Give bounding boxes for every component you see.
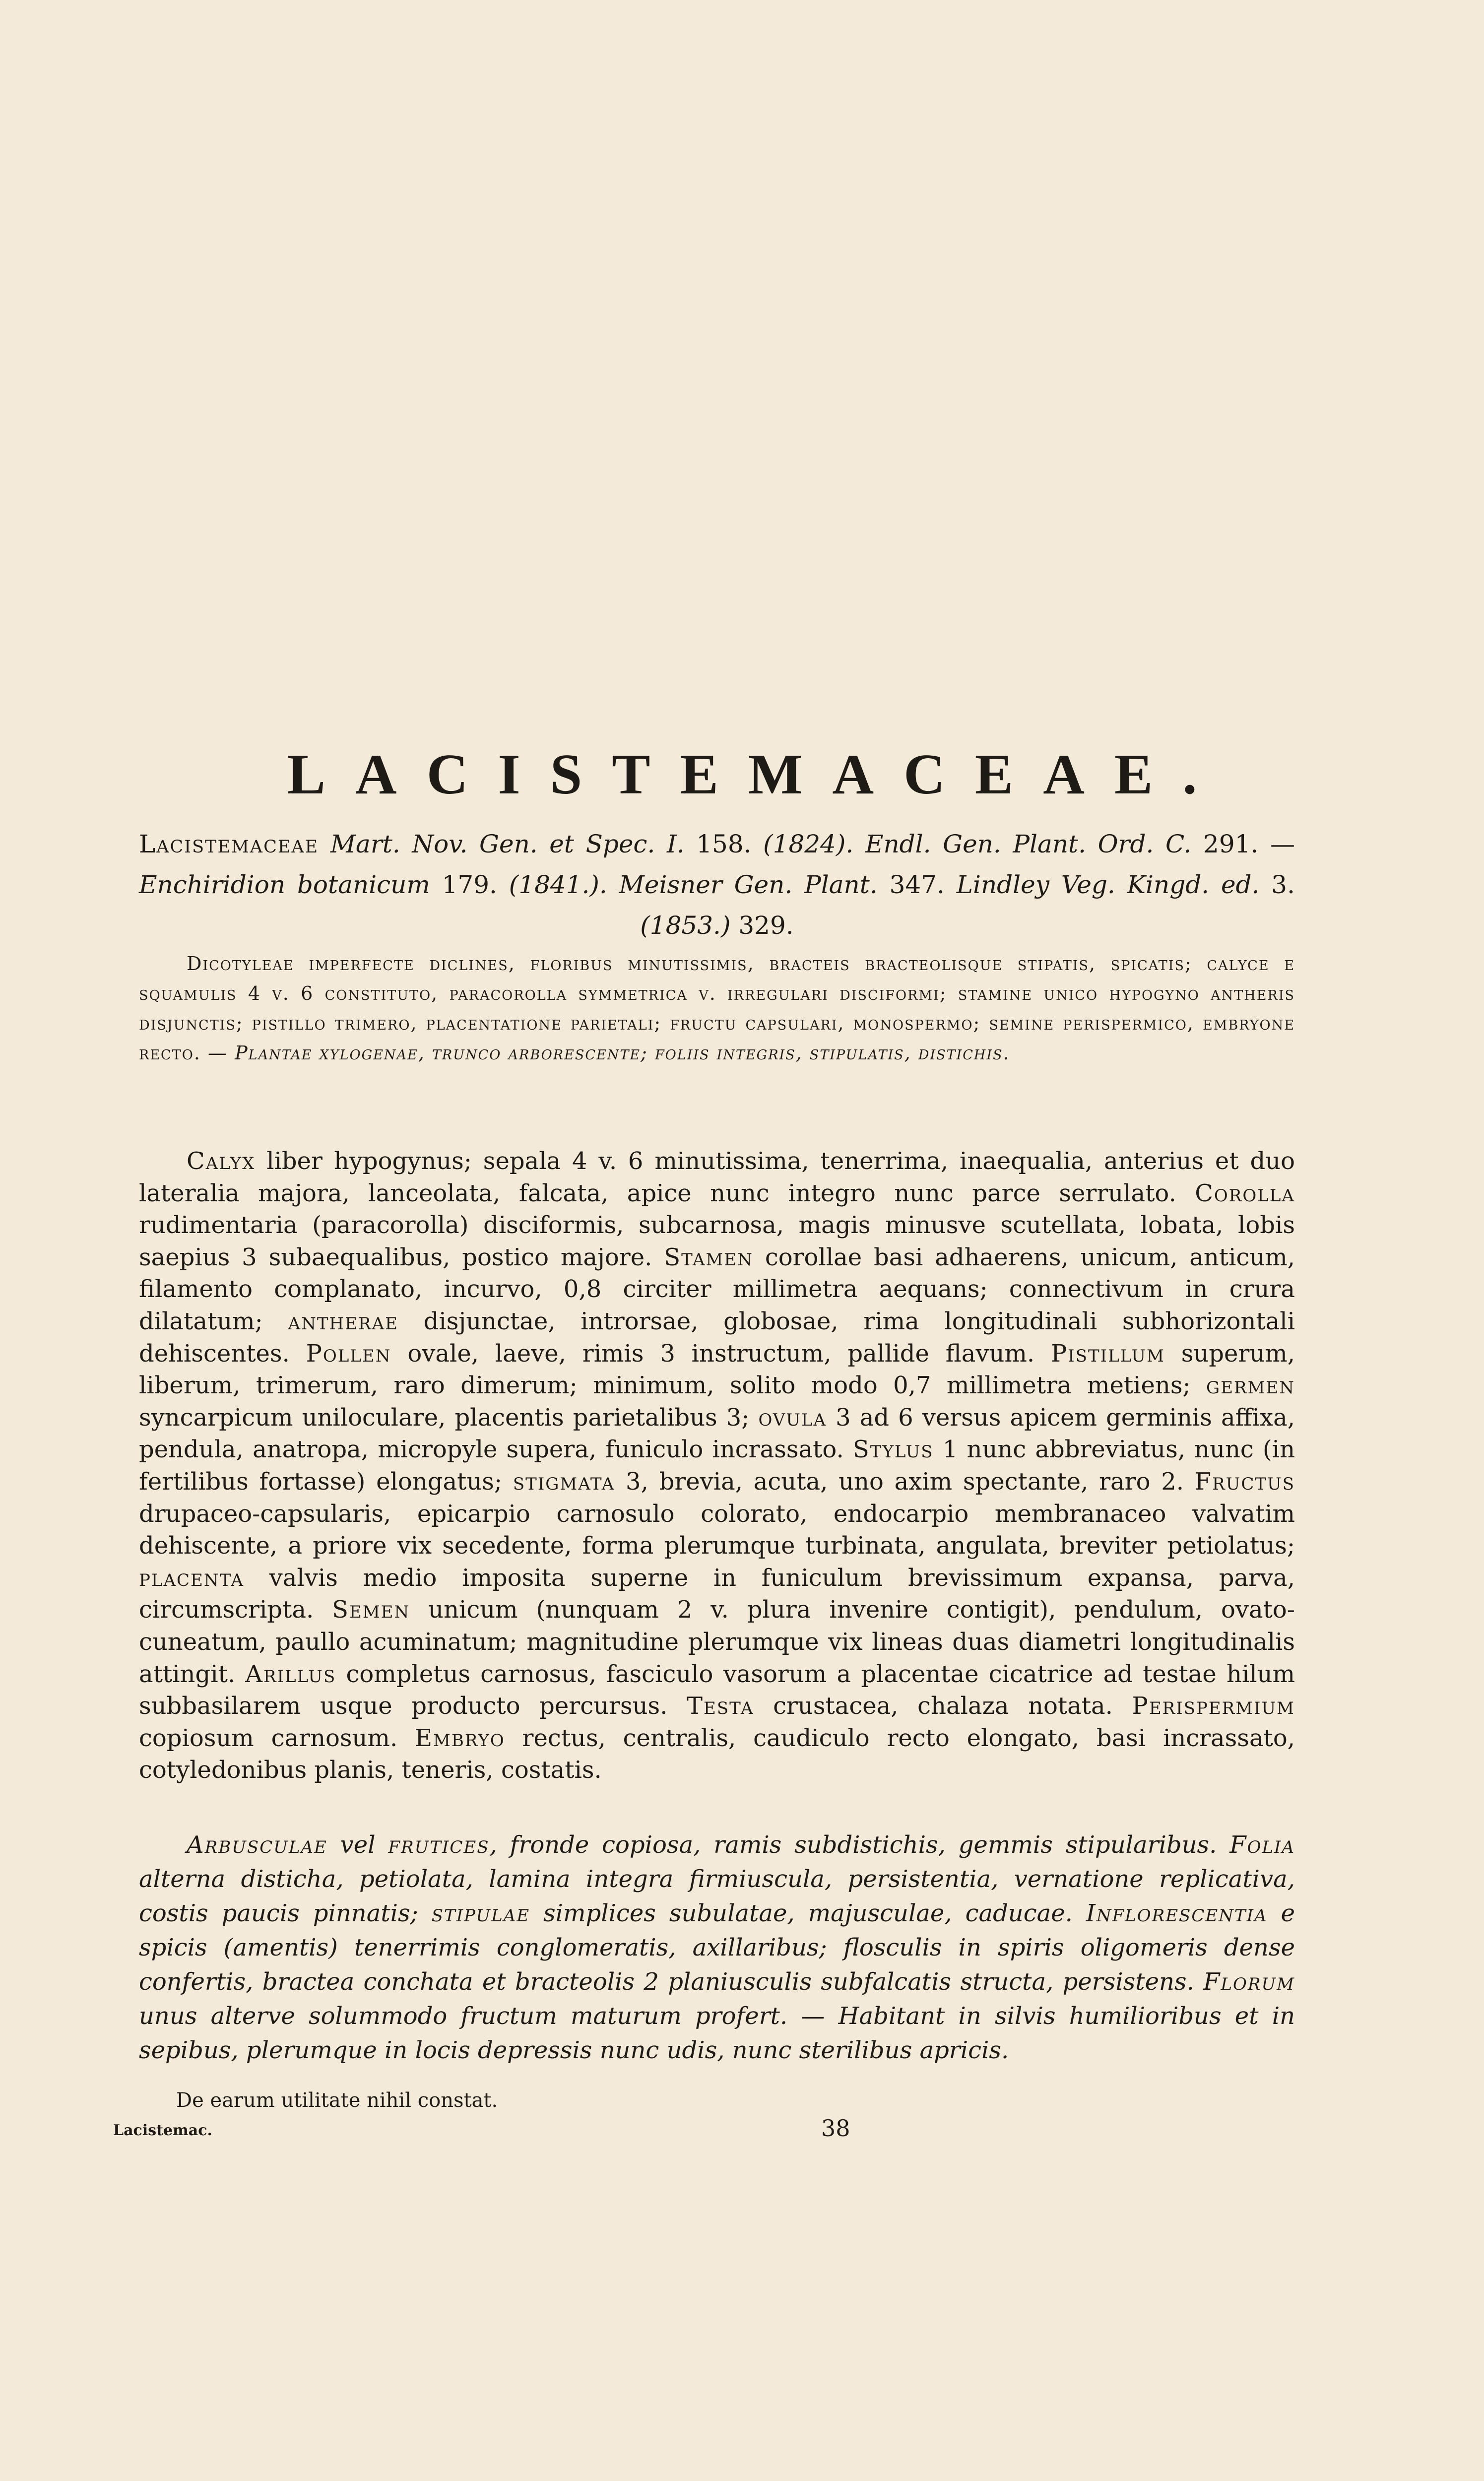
text-pollen: ovale, laeve, rimis 3 instructum, pallide flavum. <box>391 1339 1051 1368</box>
diagnosis-paragraph <box>139 949 1295 1068</box>
term-folia: Folia <box>1229 1831 1295 1859</box>
diagnosis-text: Dicotyleae imperfecte diclines, floribus minutissimis, bracteis bracteolisque stipatis, spicatis; calyce e squamulis 4 v. 6 constituto, paracorolla symmetrica v. irregulari disciformi; stamine unico hypogyno antheris disjunctis; pistillo trimero, placentatione parietali; fructu capsulari, monospermo; semine perispermico, embryone recto. — <box>139 953 1295 1064</box>
citation-lindley-page: 329. <box>730 911 794 940</box>
term-florum: Florum <box>1203 1968 1295 1996</box>
text-stylus: 1 nunc abbreviatus, nunc (in fertilibus fortasse) elongatus; <box>139 1436 1295 1496</box>
term-corolla: Corolla <box>1195 1179 1295 1207</box>
text-folia: alterna disticha, petiolata, lamina integra firmiuscula, persistentia, vernatione replicativa, costis paucis pinnatis; <box>139 1865 1295 1927</box>
page-number: 38 <box>821 2115 850 2142</box>
citation-meisner: (1841.). Meisner Gen. Plant. <box>509 870 878 899</box>
text-germen: syncarpicum uniloculare, placentis parietalibus 3; <box>139 1403 759 1432</box>
text-perispermium: copiosum carnosum. <box>139 1724 415 1752</box>
term-stylus: Stylus <box>852 1436 934 1464</box>
text-florum: unus alterve solummodo fructum maturum profert. — Habitant in silvis humilioribus et in sepibus, plerumque in locis depressis nunc udis, nunc sterilibus apricis. <box>139 2002 1295 2064</box>
text-semen: unicum (nunquam 2 v. plura invenire contigit), pendulum, ovato-cuneatum, paullo acuminatum; magnitudine plerumque vix lineas duas diametri longitudinalis attingit. <box>139 1596 1295 1688</box>
text-calyx: liber hypogynus; sepala 4 v. 6 minutissima, tenerrima, inaequalia, anterius et duo lateralia majora, lanceolata, falcata, apice nunc integro nunc parce serrulato. <box>139 1147 1295 1207</box>
citation-meisner-page: 347. <box>877 870 957 899</box>
text-fructus: drupaceo-capsularis, epicarpio carnosulo colorato, endocarpio membranaceo valvatim dehiscente, a priore vix secedente, forma plerumque turbinata, angulata, breviter petiolatus; <box>139 1500 1295 1560</box>
citation-lindley-year: (1853.) <box>640 911 731 940</box>
synonymy-paragraph <box>139 824 1295 946</box>
citation-martius: Mart. Nov. Gen. et Spec. I. <box>319 830 685 858</box>
family-name: Lacistemaceae <box>139 830 319 858</box>
term-pistillum: Pistillum <box>1050 1339 1165 1368</box>
term-frutices: frutices <box>388 1831 490 1859</box>
text-vel: vel <box>327 1831 388 1859</box>
term-ovula: ovula <box>758 1403 827 1432</box>
text-antherae: disjunctae, introrsae, globosae, rima longitudinali subhorizontali dehiscentes. <box>139 1307 1295 1368</box>
description-paragraph <box>139 1145 1295 1786</box>
habit-paragraph <box>139 1828 1295 2068</box>
term-fructus: Fructus <box>1194 1467 1295 1496</box>
term-embryo: Embryo <box>415 1724 505 1752</box>
term-stamen: Stamen <box>664 1243 753 1271</box>
text-stigmata: 3, brevia, acuta, uno axim spectante, raro 2. <box>615 1467 1195 1496</box>
citation-endlicher: (1824). Endl. Gen. Plant. Ord. C. <box>763 830 1192 858</box>
citation-enchiridion-page: 179. <box>430 870 509 899</box>
text-inflorescentia: e spicis (amentis) tenerrimis conglomeratis, axillaribus; flosculis in spiris oligomeris dense confertis, bractea conchata et bracteolis 2 planiusculis subfalcatis structa, persistens. <box>139 1899 1295 1996</box>
term-antherae: antherae <box>288 1307 398 1335</box>
term-germen: germen <box>1206 1371 1295 1400</box>
term-stigmata: stigmata <box>513 1467 615 1496</box>
text-arillus: completus carnosus, fasciculo vasorum a placentae cicatrice ad testae hilum subbasilarem usque producto percursus. <box>139 1660 1295 1720</box>
diagnosis-habit: Plantae xylogenae, trunco arborescente; foliis integris, stipulatis, distichis. <box>235 1042 1010 1064</box>
text-corolla: rudimentaria (paracorolla) disciformis, subcarnosa, magis minusve scutellata, lobata, lobis saepius 3 subaequalibus, postico majore. <box>139 1211 1295 1271</box>
utility-note: De earum utilitate nihil constat. <box>176 2089 498 2112</box>
text-embryo: rectus, centralis, caudiculo recto elongato, basi incrassato, cotyledonibus planis, teneris, costatis. <box>139 1724 1295 1784</box>
text-ovula: 3 ad 6 versus apicem germinis affixa, pendula, anatropa, micropyle supera, funiculo incrassato. <box>139 1403 1295 1464</box>
text-stamen: corollae basi adhaerens, unicum, anticum, filamento complanato, incurvo, 0,8 circiter millimetra aequans; connectivum in crura dilatatum; <box>139 1243 1295 1335</box>
term-calyx: Calyx <box>187 1147 256 1175</box>
term-stipulae: stipulae <box>431 1899 530 1927</box>
text-stipulae: simplices subulatae, majusculae, caducae. <box>530 1899 1086 1927</box>
term-arillus: Arillus <box>245 1660 336 1688</box>
citation-lindley: Lindley Veg. Kingd. ed. <box>956 870 1260 899</box>
citation-endlicher-number: 291. — <box>1191 830 1295 858</box>
text-testa: crustacea, chalaza notata. <box>754 1692 1132 1720</box>
citation-enchiridion: Enchiridion botanicum <box>139 870 430 899</box>
term-inflorescentia: Inflorescentia <box>1086 1899 1268 1927</box>
term-arbusculae: Arbusculae <box>187 1831 327 1859</box>
term-pollen: Pollen <box>306 1339 391 1368</box>
text-placenta: valvis medio imposita superne in funiculum brevissimum expansa, parva, circumscripta. <box>139 1564 1295 1624</box>
page-title: LACISTEMACEAE. <box>287 743 1227 806</box>
signature-mark: Lacistemac. <box>113 2122 212 2139</box>
term-perispermium: Perispermium <box>1132 1692 1295 1720</box>
citation-lindley-edition: 3. <box>1259 870 1295 899</box>
text-pistillum: superum, liberum, trimerum, raro dimerum; minimum, solito modo 0,7 millimetra metiens; <box>139 1339 1295 1400</box>
term-semen: Semen <box>332 1596 410 1624</box>
text-frutices: , fronde copiosa, ramis subdistichis, gemmis stipularibus. <box>489 1831 1230 1859</box>
term-placenta: placenta <box>139 1564 244 1592</box>
term-testa: Testa <box>687 1692 754 1720</box>
citation-martius-page: 158. <box>684 830 764 858</box>
